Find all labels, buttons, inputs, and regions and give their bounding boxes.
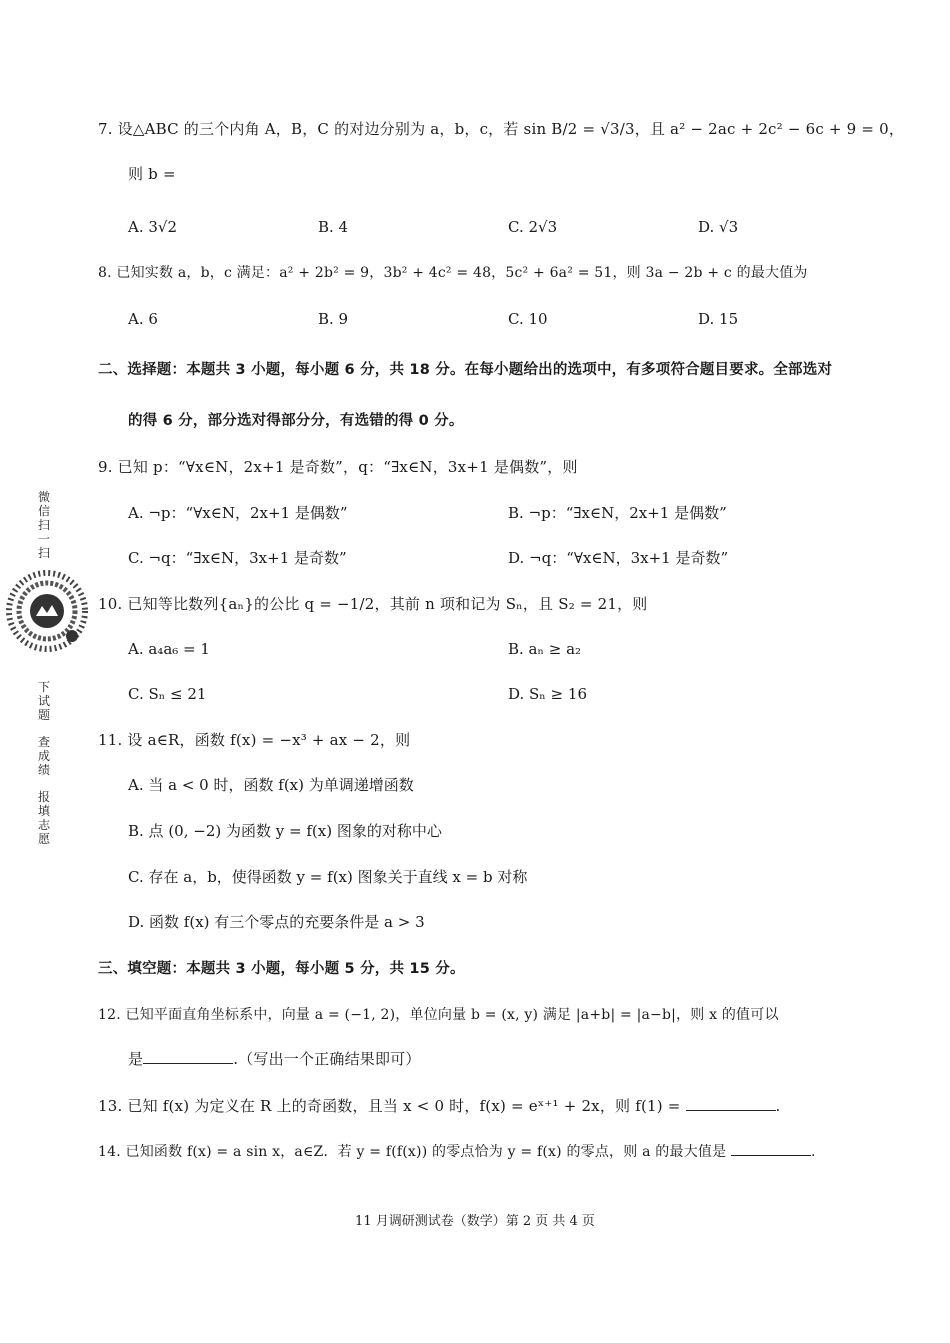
section-2-heading-2: 的得 6 分，部分选对得部分分，有选错的得 0 分。	[128, 413, 464, 429]
q7-option-a: A. 3√2	[128, 218, 178, 236]
q8-option-a: A. 6	[128, 310, 158, 328]
side-text-scan: 微信扫一扫	[37, 490, 50, 560]
q8-option-b: B. 9	[318, 310, 349, 328]
q7-option-c: C. 2√3	[508, 218, 558, 236]
q8-option-c: C. 10	[508, 310, 548, 328]
q13-stem	[98, 1095, 780, 1117]
q7-stem: 7. 设△ABC 的三个内角 A，B，C 的对边分别为 a，b，c，若 sin B/2 = √3/3，且 a² − 2ac + 2c² − 6c + 9 = 0，	[98, 120, 905, 138]
q7-stem-2: 则 b =	[128, 165, 176, 183]
q14-period: .	[810, 1144, 816, 1160]
side-text-download: 下试题	[37, 680, 50, 722]
side-text-volunteer: 报填志愿	[37, 790, 50, 846]
q11-option-d: D. 函数 f(x) 有三个零点的充要条件是 a > 3	[128, 913, 425, 931]
q11-stem: 11. 设 a∈R，函数 f(x) = −x³ + ax − 2，则	[98, 731, 411, 749]
side-text-score: 查成绩	[37, 735, 50, 777]
q12-prefix: 是	[128, 1050, 144, 1068]
q9-option-d: D. ¬q：“∀x∈N，3x+1 是奇数”	[508, 549, 729, 567]
q14-text: 14. 已知函数 f(x) = a sin x，a∈Z．若 y = f(f(x)) 的零点恰为 y = f(x) 的零点，则 a 的最大值是	[98, 1144, 727, 1160]
q11-option-b: B. 点 (0, −2) 为函数 y = f(x) 图象的对称中心	[128, 822, 442, 840]
q7-option-d: D. √3	[698, 218, 739, 236]
q10-stem: 10. 已知等比数列{aₙ}的公比 q = −1/2，其前 n 项和记为 Sₙ，且 S₂ = 21，则	[98, 595, 648, 613]
q14-answer-blank[interactable]	[731, 1141, 811, 1156]
q10-option-a: A. a₄a₆ = 1	[128, 640, 210, 658]
q9-stem: 9. 已知 p：“∀x∈N，2x+1 是奇数”，q：“∃x∈N，3x+1 是偶数”，则	[98, 458, 578, 476]
q12-stem: 12. 已知平面直角坐标系中，向量 a = (−1, 2)，单位向量 b = (x, y) 满足 |a+b| = |a−b|，则 x 的值可以	[98, 1007, 779, 1023]
q12-stem-2	[128, 1048, 421, 1070]
q8-stem: 8. 已知实数 a，b，c 满足：a² + 2b² = 9，3b² + 4c² = 48，5c² + 6a² = 51，则 3a − 2b + c 的最大值为	[98, 265, 808, 281]
q9-option-c: C. ¬q：“∃x∈N，3x+1 是奇数”	[128, 549, 347, 567]
q11-option-c: C. 存在 a，b，使得函数 y = f(x) 图象关于直线 x = b 对称	[128, 868, 528, 886]
q13-answer-blank[interactable]	[686, 1096, 776, 1111]
q12-suffix: .（写出一个正确结果即可）	[233, 1050, 421, 1068]
section-2-heading: 二、选择题：本题共 3 小题，每小题 6 分，共 18 分。在每小题给出的选项中，有多项符合题目要求。全部选对	[98, 362, 833, 378]
q8-option-d: D. 15	[698, 310, 739, 328]
q12-answer-blank[interactable]	[143, 1049, 233, 1064]
q13-period: .	[775, 1097, 781, 1115]
q10-option-b: B. aₙ ≥ a₂	[508, 640, 582, 658]
qr-code-icon	[6, 570, 88, 652]
q9-option-a: A. ¬p：“∀x∈N，2x+1 是偶数”	[128, 504, 348, 522]
q11-option-a: A. 当 a < 0 时，函数 f(x) 为单调递增函数	[128, 776, 414, 794]
page-footer: 11 月调研测试卷（数学）第 2 页 共 4 页	[355, 1214, 595, 1229]
q13-text: 13. 已知 f(x) 为定义在 R 上的奇函数，且当 x < 0 时，f(x) = eˣ⁺¹ + 2x，则 f(1) =	[98, 1097, 681, 1115]
q10-option-d: D. Sₙ ≥ 16	[508, 685, 587, 703]
q9-option-b: B. ¬p：“∃x∈N，2x+1 是偶数”	[508, 504, 727, 522]
section-3-heading: 三、填空题：本题共 3 小题，每小题 5 分，共 15 分。	[98, 961, 465, 977]
q14-stem	[98, 1141, 816, 1163]
q10-option-c: C. Sₙ ≤ 21	[128, 685, 207, 703]
q7-option-b: B. 4	[318, 218, 349, 236]
